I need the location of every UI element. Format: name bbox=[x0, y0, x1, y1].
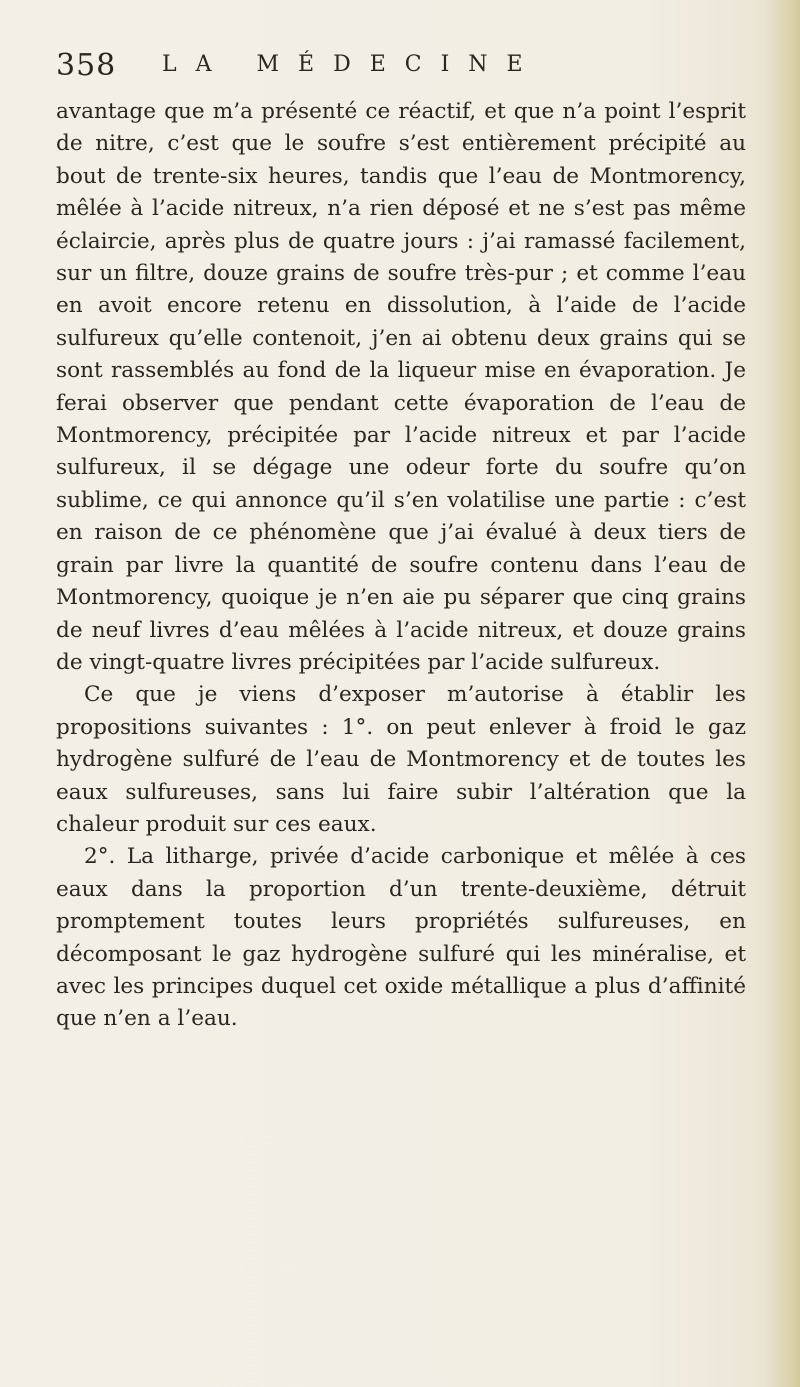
paragraph: Ce que je viens d’exposer m’autorise à établir les propositions suivantes : 1°. on peut enlever à froid le gaz hydrogène sulfuré de l’eau de Montmorency et de toutes les eaux sulfureuses, sans lui faire subir l’altération que la chaleur produit sur ces eaux. bbox=[56, 682, 746, 837]
paragraph: avantage que m’a présenté ce réactif, et que n’a point l’esprit de nitre, c’est que le soufre s’est entièrement précipité au bout de trente-six heures, tandis que l’eau de Montmorency, mêlée à l’acide nitreux, n’a rien déposé et ne s’est pas même éclaircie, après plus de quatre jours : j’ai ramassé facilement, sur un filtre, douze grains de soufre très-pur ; et comme l’eau en avoit encore retenu en dissolution, à l’aide de l’acide sulfureux qu’elle contenoit, j’en ai obtenu deux grains qui se sont rassemblés au fond de la liqueur mise en évaporation. Je ferai observer que pendant cette évaporation de l’eau de Montmorency, précipitée par l’acide nitreux et par l’acide sulfureux, il se dégage une odeur forte du soufre qu’on sublime, ce qui annonce qu’il s’en volatilise une partie : c’est en raison de ce phénomène que j’ai évalué à deux tiers de grain par livre la quantité de soufre contenu dans l’eau de Montmorency, quoique je n’en aie pu séparer que cinq grains de neuf livres d’eau mêlées à l’acide nitreux, et douze grains de vingt-quatre livres précipitées par l’acide sulfureux. bbox=[56, 99, 746, 675]
page-header bbox=[56, 48, 746, 88]
running-title: LA MÉDECINE bbox=[162, 52, 542, 77]
page-edge-shadow bbox=[766, 0, 800, 1387]
paragraph: 2°. La litharge, privée d’acide carbonique et mêlée à ces eaux dans la proportion d’un trente-deuxième, détruit promptement toutes leurs propriétés sulfureuses, en décomposant le gaz hydrogène sulfuré qui les minéralise, et avec les principes duquel cet oxide métallique a plus d’affinité que n’en a l’eau. bbox=[56, 844, 746, 1032]
page-number: 358 bbox=[56, 48, 117, 83]
body-text bbox=[56, 96, 746, 1036]
